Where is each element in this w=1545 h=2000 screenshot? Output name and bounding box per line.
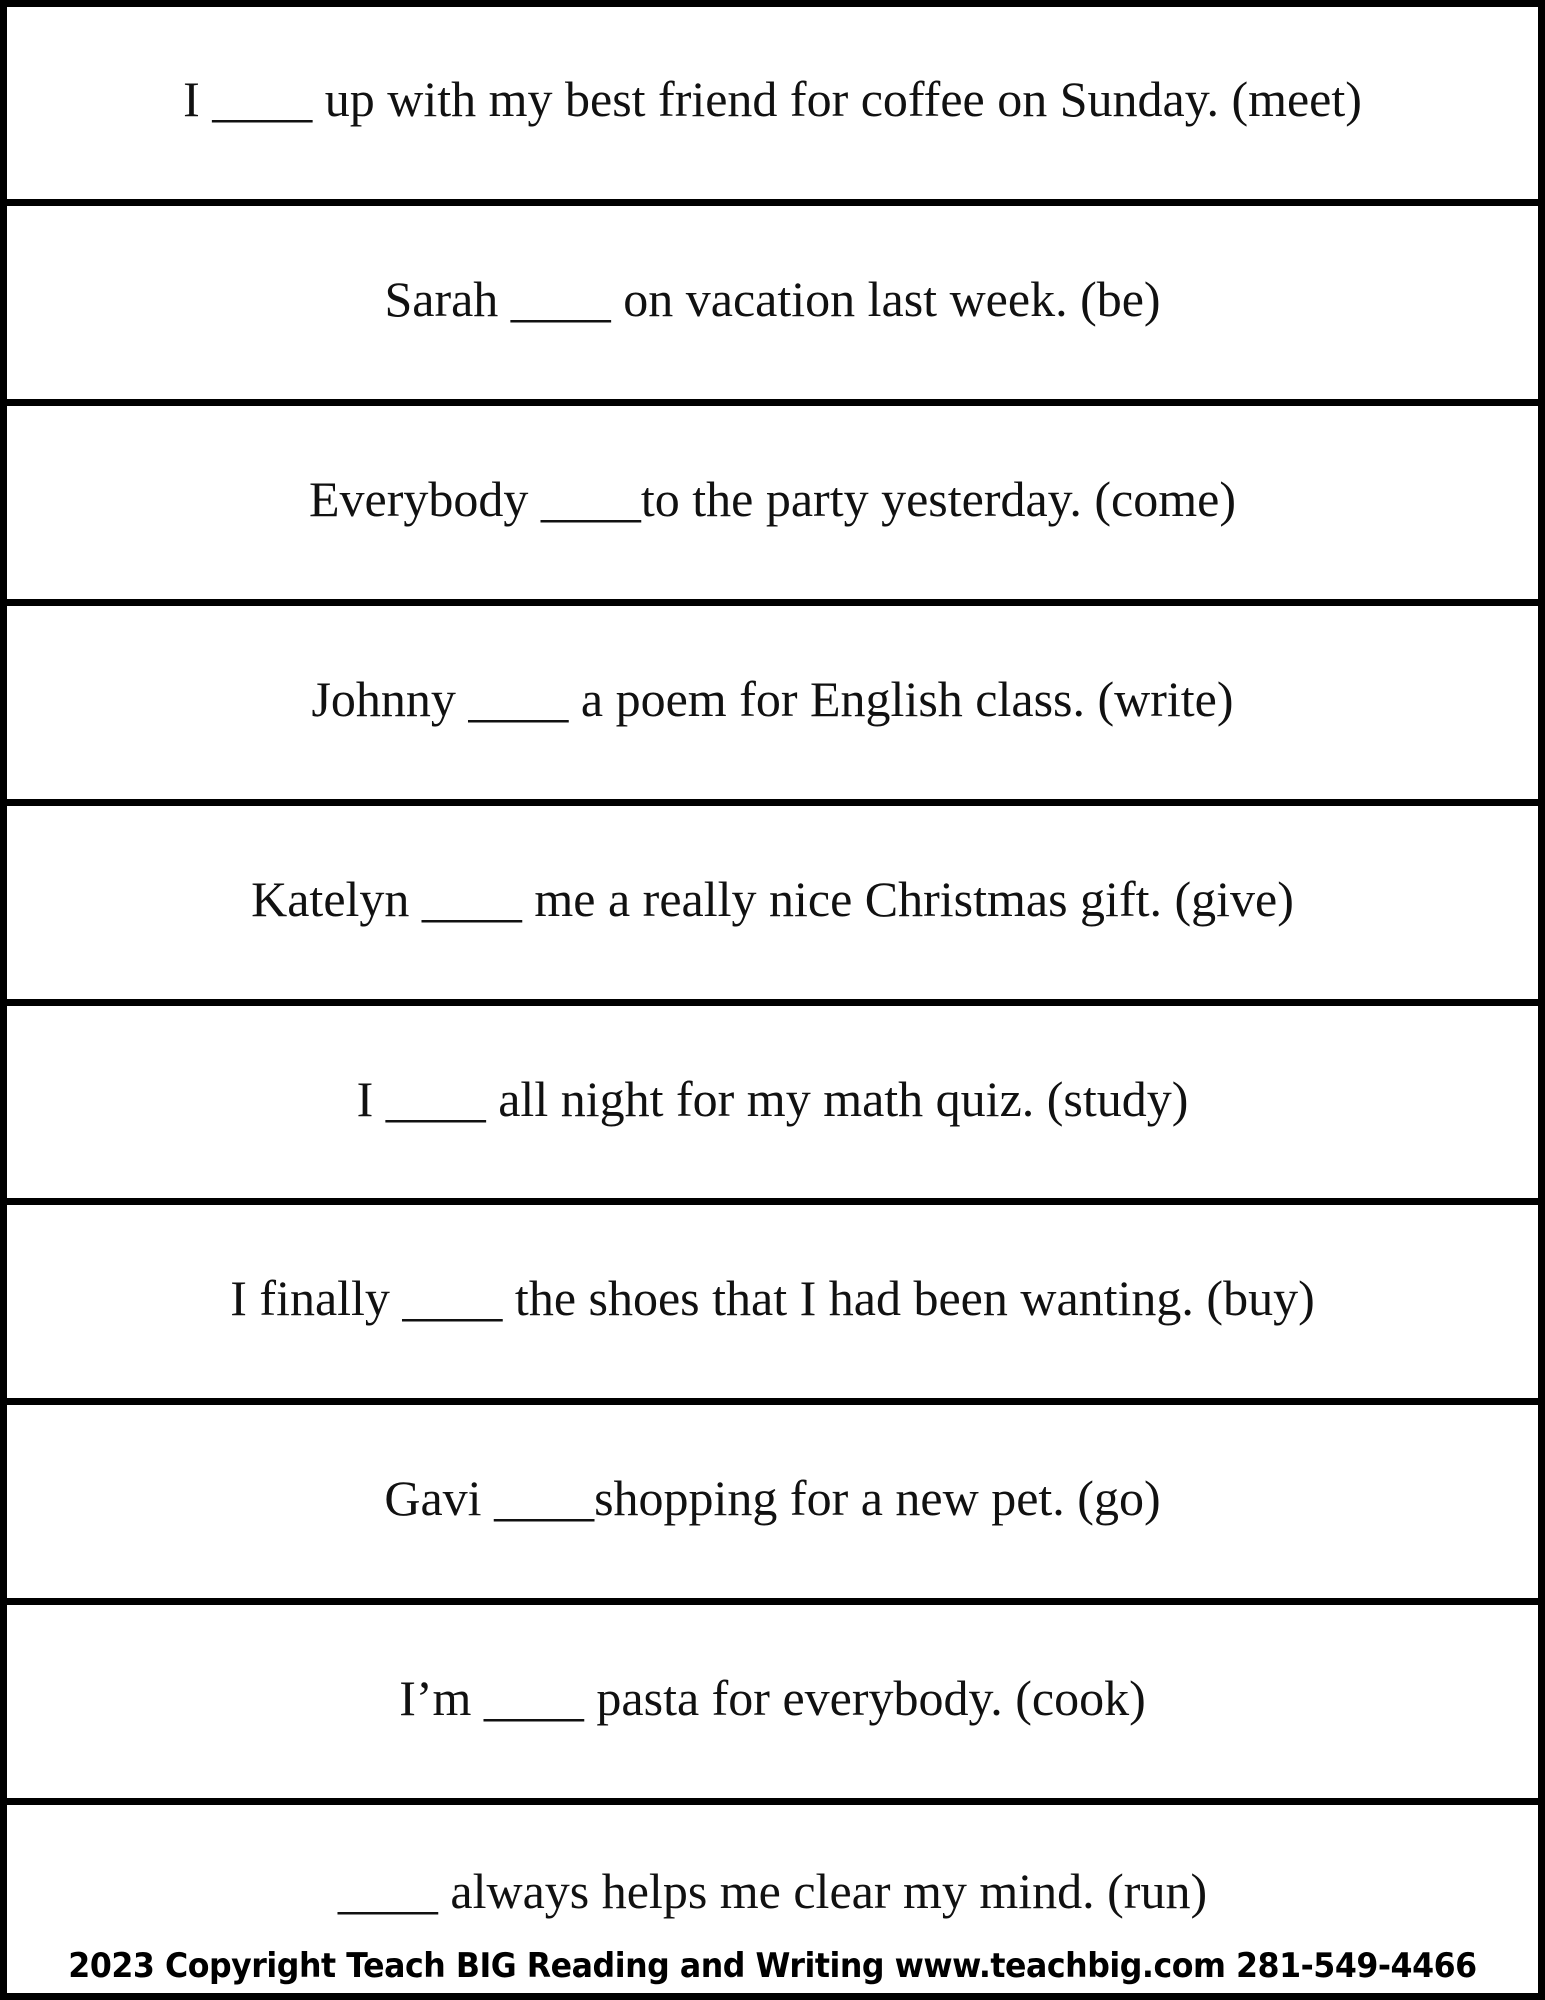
strip-divider: [0, 799, 1545, 806]
sentence-strip: Johnny ____ a poem for English class. (write): [311, 670, 1234, 727]
strip-divider: [0, 1598, 1545, 1605]
sentence-strip: Gavi ____shopping for a new pet. (go): [384, 1470, 1161, 1527]
sentence-strip: I’m ____ pasta for everybody. (cook): [399, 1670, 1146, 1727]
strip-divider: [0, 1398, 1545, 1405]
strip-divider: [0, 1798, 1545, 1805]
strip-divider: [0, 999, 1545, 1006]
strip-divider: [0, 1198, 1545, 1205]
sentence-strip: ____ always helps me clear my mind. (run): [337, 1863, 1208, 1919]
sentence-strip: Katelyn ____ me a really nice Christmas gift. (give): [251, 870, 1294, 927]
sentence-strip: Sarah ____ on vacation last week. (be): [384, 270, 1161, 327]
sentence-strip: I ____ up with my best friend for coffee on Sunday. (meet): [183, 71, 1362, 127]
strip-divider: [0, 399, 1545, 406]
strip-divider: [0, 199, 1545, 206]
strip-divider: [0, 599, 1545, 606]
sentence-strip: I finally ____ the shoes that I had been wanting. (buy): [230, 1270, 1315, 1327]
sentence-strip: I ____ all night for my math quiz. (study): [356, 1070, 1189, 1127]
sentence-strip: Everybody ____to the party yesterday. (come): [308, 470, 1236, 527]
copyright-footer: 2023 Copyright Teach BIG Reading and Writing www.teachbig.com 281-549-4466: [68, 1946, 1477, 1986]
